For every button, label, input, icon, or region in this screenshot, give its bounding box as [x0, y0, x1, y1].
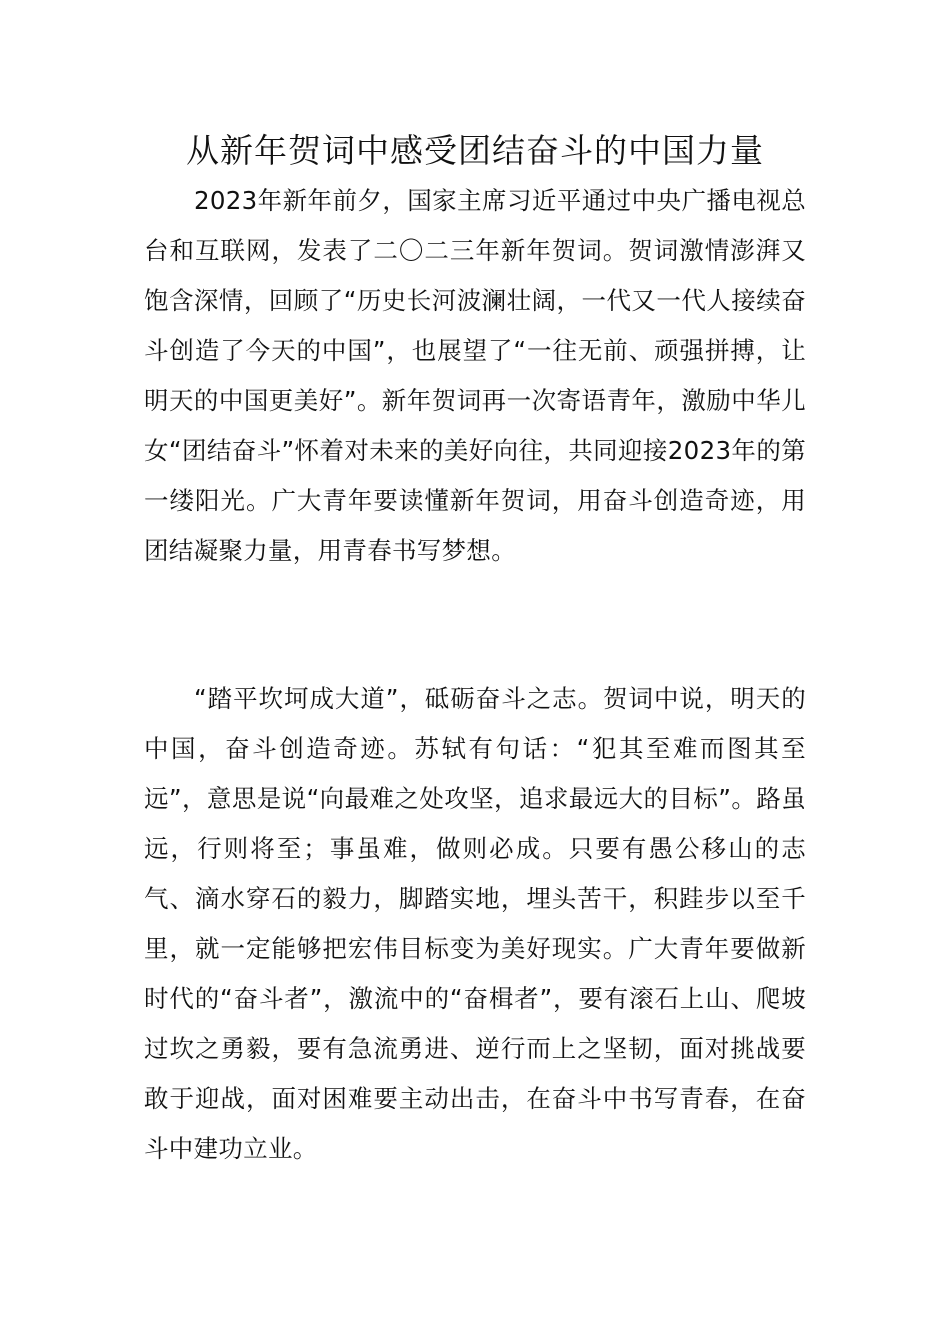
document-title: 从新年贺词中感受团结奋斗的中国力量 — [186, 131, 764, 170]
paragraph-2: “踏平坎坷成大道”，砥砺奋斗之志。贺词中说，明天的中国，奋斗创造奇迹。苏轼有句话：“犯其至难而图其至远”，意思是说“向最难之处攻坚，追求最远大的目标”。路虽远，行则将至；事虽难，做则必成。只要有愚公移山的志气、滴水穿石的毅力，脚踏实地，埋头苦干，积跬步以至千里，就一定能够把宏伟目标变为美好现实。广大青年要做新时代的“奋斗者”，激流中的“奋楫者”，要有滚石上山、爬坡过坎之勇毅，要有急流勇进、逆行而上之坚韧，面对挑战要敢于迎战，面对困难要主动出击，在奋斗中书写青春，在奋斗中建功立业。 — [144, 684, 806, 1163]
paragraph-1: 2023年新年前夕，国家主席习近平通过中央广播电视总台和互联网，发表了二〇二三年新年贺词。贺词激情澎湃又饱含深情，回顾了“历史长河波澜壮阔，一代又一代人接续奋斗创造了今天的中国”，也展望了“一往无前、顽强拼搏，让明天的中国更美好”。新年贺词再一次寄语青年，激励中华儿女“团结奋斗”怀着对未来的美好向往，共同迎接2023年的第一缕阳光。广大青年要读懂新年贺词，用奋斗创造奇迹，用团结凝聚力量，用青春书写梦想。 — [144, 186, 806, 565]
